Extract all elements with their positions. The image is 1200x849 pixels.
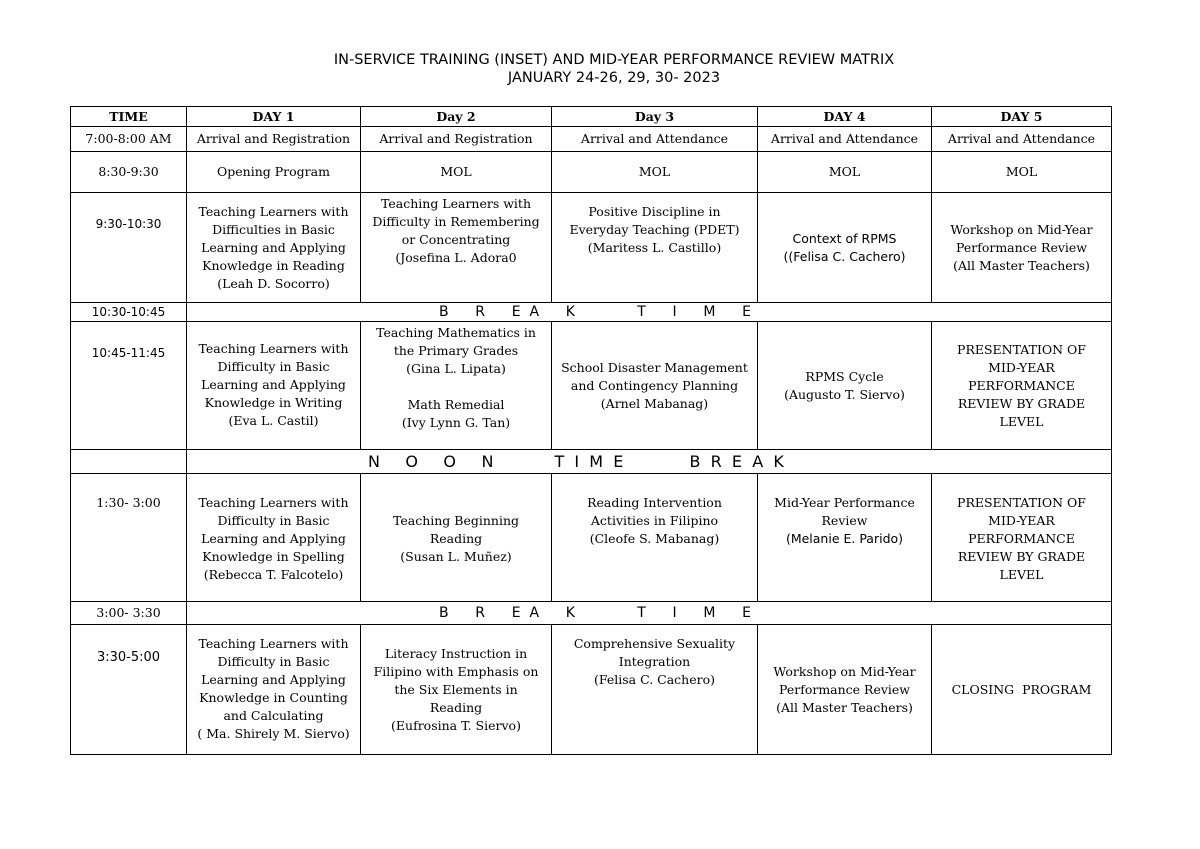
table-row-noon-break	[71, 450, 1112, 474]
day1-cell: Teaching Learners with Difficulty in Basic Learning and Applying Knowledge in Counting and Calculating ( Ma. Shirely M. Siervo)	[187, 625, 361, 755]
document-title	[0, 51, 1200, 87]
day5-cell: Arrival and Attendance	[932, 127, 1112, 152]
day2-cell: Teaching Beginning Reading (Susan L. Muñez)	[361, 474, 552, 602]
time-cell: 1:30- 3:00	[71, 474, 187, 602]
day5-cell: PRESENTATION OF MID-YEAR PERFORMANCE REVIEW BY GRADE LEVEL	[932, 474, 1112, 602]
day2-cell: Literacy Instruction in Filipino with Emphasis on the Six Elements in Reading (Eufrosina T. Siervo)	[361, 625, 552, 755]
day2-cell: Arrival and Registration	[361, 127, 552, 152]
day3-cell: Positive Discipline in Everyday Teaching (PDET) (Maritess L. Castillo)	[552, 193, 758, 303]
time-cell-empty	[71, 450, 187, 474]
day5-cell: Workshop on Mid-Year Performance Review (All Master Teachers)	[932, 193, 1112, 303]
day2-cell: MOL	[361, 152, 552, 193]
time-cell: 8:30-9:30	[71, 152, 187, 193]
day4-cell: Context of RPMS ((Felisa C. Cachero)	[758, 193, 932, 303]
header-row	[71, 107, 1112, 127]
day5-cell: PRESENTATION OF MID-YEAR PERFORMANCE REVIEW BY GRADE LEVEL	[932, 322, 1112, 450]
day4-cell: MOL	[758, 152, 932, 193]
day1-cell: Opening Program	[187, 152, 361, 193]
day4-cell: Workshop on Mid-Year Performance Review (All Master Teachers)	[758, 625, 932, 755]
day2-cell: Teaching Mathematics in the Primary Grades (Gina L. Lipata) Math Remedial (Ivy Lynn G. Tan)	[361, 322, 552, 450]
time-cell: 9:30-10:30	[71, 193, 187, 303]
day3-cell: School Disaster Management and Contingency Planning (Arnel Mabanag)	[552, 322, 758, 450]
table-row-break-1	[71, 303, 1112, 322]
day3-cell: Comprehensive Sexuality Integration (Felisa C. Cachero)	[552, 625, 758, 755]
time-cell: 10:45-11:45	[71, 322, 187, 450]
table-row-opening	[71, 152, 1112, 193]
time-cell: 10:30-10:45	[71, 303, 187, 322]
day4-cell: RPMS Cycle (Augusto T. Siervo)	[758, 322, 932, 450]
header-day-3: Day 3	[552, 107, 758, 127]
table-row-session-1	[71, 193, 1112, 303]
title-line-2: JANUARY 24-26, 29, 30- 2023	[507, 70, 721, 86]
day1-cell: Teaching Learners with Difficulty in Basic Learning and Applying Knowledge in Spelling (Rebecca T. Falcotelo)	[187, 474, 361, 602]
day4-cell: Mid-Year Performance Review (Melanie E. Parido)	[758, 474, 932, 602]
table-row-break-2	[71, 602, 1112, 625]
day1-cell: Teaching Learners with Difficulties in Basic Learning and Applying Knowledge in Reading (Leah D. Socorro)	[187, 193, 361, 303]
day2-cell: Teaching Learners with Difficulty in Remembering or Concentrating (Josefina L. Adora0	[361, 193, 552, 303]
break-time-label: B R E A K T I M E	[187, 602, 1112, 625]
header-day-2: Day 2	[361, 107, 552, 127]
schedule-matrix-table	[70, 106, 1112, 755]
header-day-4: DAY 4	[758, 107, 932, 127]
day3-cell: Arrival and Attendance	[552, 127, 758, 152]
table-row-session-3	[71, 474, 1112, 602]
table-row-session-4	[71, 625, 1112, 755]
day5-cell: CLOSING PROGRAM	[932, 625, 1112, 755]
day1-cell: Teaching Learners with Difficulty in Basic Learning and Applying Knowledge in Writing (Eva L. Castil)	[187, 322, 361, 450]
table-row-session-2	[71, 322, 1112, 450]
day3-cell: MOL	[552, 152, 758, 193]
day4-cell: Arrival and Attendance	[758, 127, 932, 152]
time-cell: 3:00- 3:30	[71, 602, 187, 625]
header-time: TIME	[71, 107, 187, 127]
title-line-1: IN-SERVICE TRAINING (INSET) AND MID-YEAR PERFORMANCE REVIEW MATRIX	[333, 52, 895, 68]
day5-cell: MOL	[932, 152, 1112, 193]
table-row-arrival	[71, 127, 1112, 152]
header-day-5: DAY 5	[932, 107, 1112, 127]
break-time-label: B R E A K T I M E	[187, 303, 1112, 322]
day1-cell: Arrival and Registration	[187, 127, 361, 152]
day3-cell: Reading Intervention Activities in Filipino (Cleofe S. Mabanag)	[552, 474, 758, 602]
header-day-1: DAY 1	[187, 107, 361, 127]
noon-break-label: N O O N T I M E B R E A K	[187, 450, 1112, 474]
time-cell: 3:30-5:00	[71, 625, 187, 755]
time-cell: 7:00-8:00 AM	[71, 127, 187, 152]
